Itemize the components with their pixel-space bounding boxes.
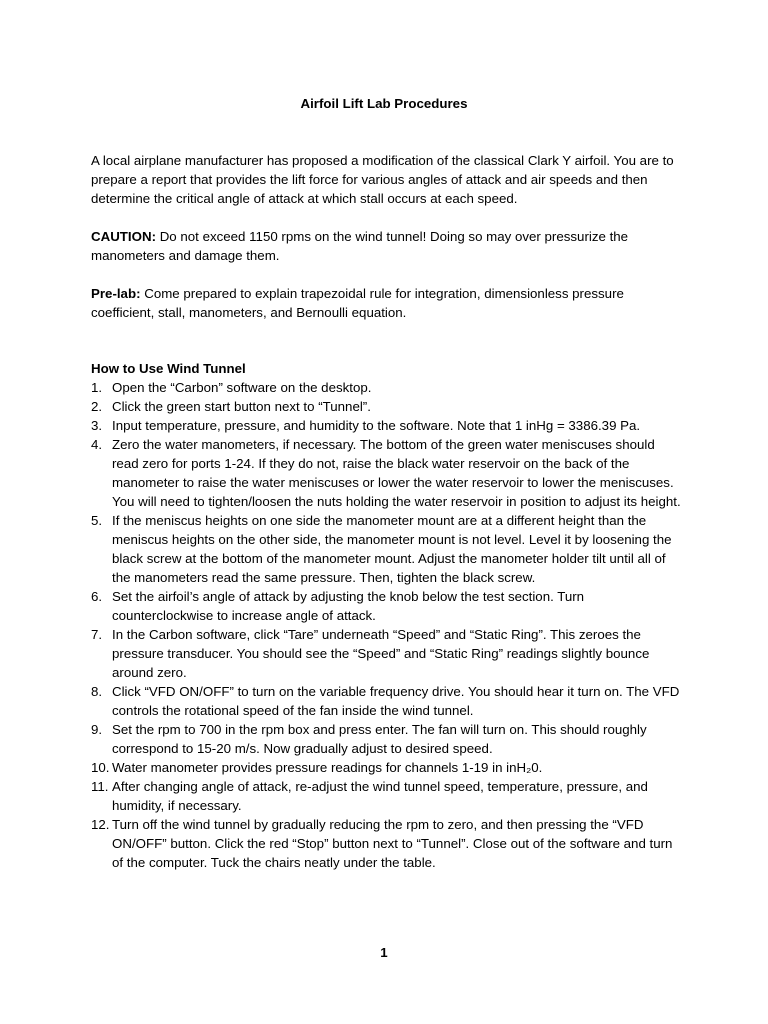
- step-number: 11.: [91, 779, 109, 794]
- prelab-text: Come prepared to explain trapezoidal rule for integration, dimensionless pressure coefficient, stall, manometers, and Bernoulli equation.: [91, 286, 624, 320]
- step-text: If the meniscus heights on one side the manometer mount are at a different height than the meniscus heights on the other side, the manometer mount is not level. Level it by loosening the black screw at the bottom of the manometer mount. Adjust the manometer holder tilt until all of the manometers read the same pressure. Then, tighten the black screw.: [112, 513, 672, 585]
- step-number: 4.: [91, 437, 103, 452]
- step-text: In the Carbon software, click “Tare” underneath “Speed” and “Static Ring”. This zeroes the pressure transducer. You should see the “Speed” and “Static Ring” readings slightly bounce around zero.: [112, 627, 650, 680]
- step-number: 10.: [91, 760, 110, 775]
- prelab-label: Pre-lab:: [91, 286, 141, 301]
- step-number: 5.: [91, 513, 103, 528]
- step-text: Open the “Carbon” software on the desktop.: [112, 380, 372, 395]
- step-text: Set the airfoil’s angle of attack by adjusting the knob below the test section. Turn counterclockwise to increase angle of attack.: [112, 589, 585, 623]
- list-item: [91, 720, 681, 758]
- step-text: Turn off the wind tunnel by gradually reducing the rpm to zero, and then pressing the “VFD ON/OFF” button. Click the red “Stop” button next to “Tunnel”. Close out of the software and turn of the computer. Tuck the chairs neatly under the table.: [112, 817, 673, 870]
- caution-paragraph: [91, 227, 681, 265]
- page-number: 1: [380, 945, 388, 960]
- list-item: [91, 682, 681, 720]
- caution-text: Do not exceed 1150 rpms on the wind tunnel! Doing so may over pressurize the manometers and damage them.: [91, 229, 629, 263]
- list-item: [91, 758, 681, 777]
- list-item: [91, 435, 681, 511]
- step-text: Input temperature, pressure, and humidity to the software. Note that 1 inHg = 3386.39 Pa.: [112, 418, 641, 433]
- list-item: [91, 416, 681, 435]
- step-number: 8.: [91, 684, 103, 699]
- step-number: 9.: [91, 722, 103, 737]
- step-number: 6.: [91, 589, 103, 604]
- section-heading: How to Use Wind Tunnel: [91, 361, 246, 376]
- list-item: [91, 625, 681, 682]
- list-item: [91, 511, 681, 587]
- page-title: Airfoil Lift Lab Procedures: [300, 96, 468, 111]
- step-number: 3.: [91, 418, 103, 433]
- list-item: [91, 378, 681, 397]
- step-number: 12.: [91, 817, 110, 832]
- step-number: 2.: [91, 399, 103, 414]
- step-number: 1.: [91, 380, 103, 395]
- step-number: 7.: [91, 627, 103, 642]
- list-item: [91, 587, 681, 625]
- list-item: [91, 777, 681, 815]
- step-text: Zero the water manometers, if necessary. The bottom of the green water meniscuses should read zero for ports 1-24. If they do not, raise the black water reservoir on the back of the manometer to raise the water meniscuses or lower the water reservoir to lower the meniscuses. You will need to tighten/loosen the nuts holding the water reservoir in position to adjust its height.: [112, 437, 681, 509]
- step-text: Click “VFD ON/OFF” to turn on the variable frequency drive. You should hear it turn on. The VFD controls the rotational speed of the fan inside the wind tunnel.: [112, 684, 680, 718]
- list-item: [91, 815, 681, 872]
- caution-label: CAUTION:: [91, 229, 156, 244]
- list-item: [91, 397, 681, 416]
- intro-paragraph: A local airplane manufacturer has proposed a modification of the classical Clark Y airfoil. You are to prepare a report that provides the lift force for various angles of attack and air speeds and then determine the critical angle of attack at which stall occurs at each speed.: [91, 153, 674, 206]
- step-text: After changing angle of attack, re-adjust the wind tunnel speed, temperature, pressure, and humidity, if necessary.: [112, 779, 648, 813]
- step-text: Water manometer provides pressure readings for channels 1-19 in inH₂0.: [112, 760, 543, 775]
- steps-list: [91, 378, 681, 872]
- prelab-paragraph: [91, 284, 681, 322]
- step-text: Click the green start button next to “Tunnel”.: [112, 399, 371, 414]
- step-text: Set the rpm to 700 in the rpm box and press enter. The fan will turn on. This should roughly correspond to 15-20 m/s. Now gradually adjust to desired speed.: [112, 722, 647, 756]
